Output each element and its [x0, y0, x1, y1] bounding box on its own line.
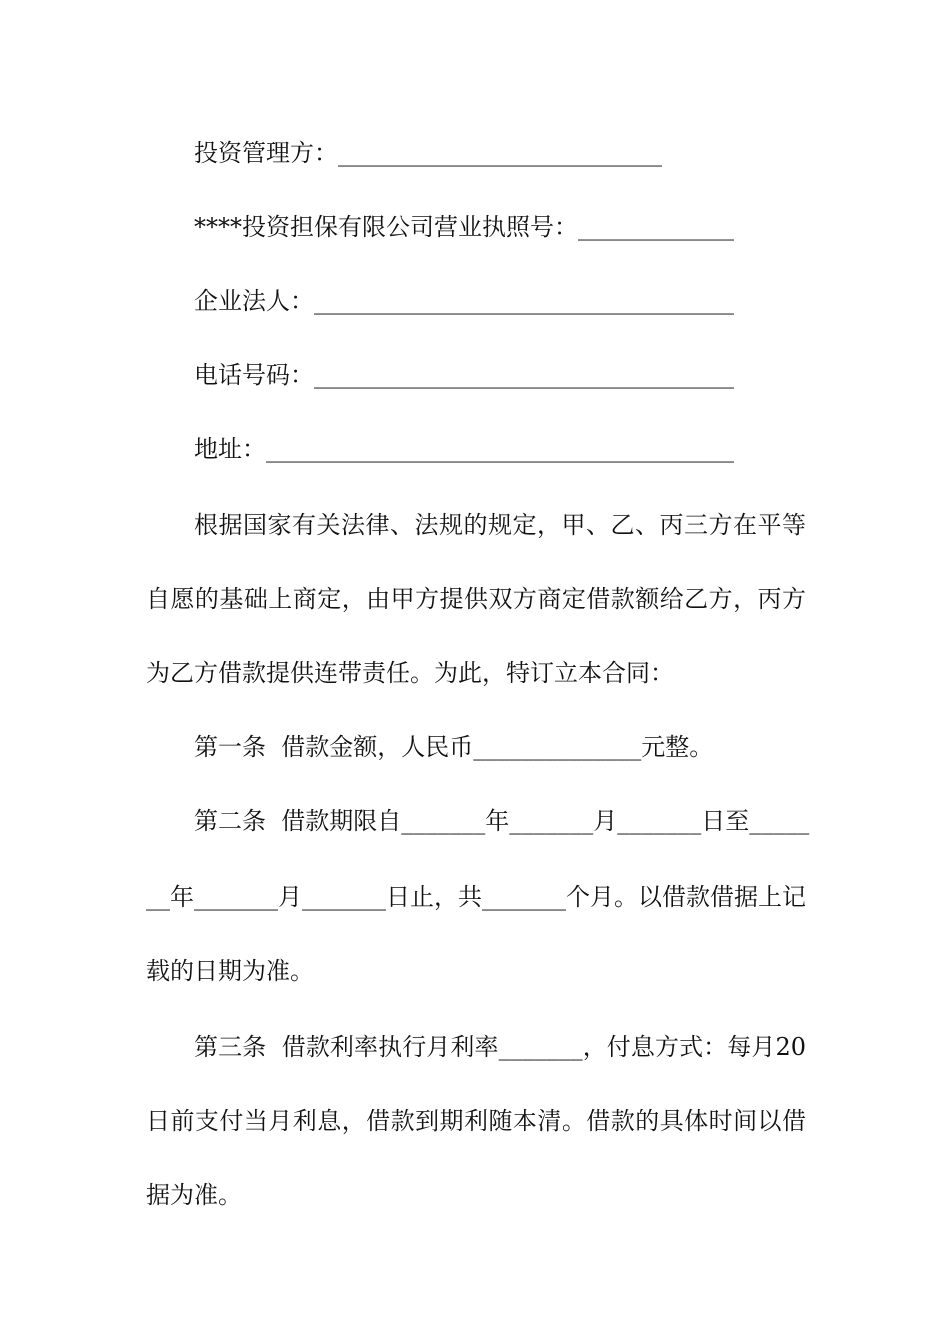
article-2-line: 载的日期为准。	[146, 957, 314, 985]
article-1-line: 第一条 借款金额，人民币______________元整。	[194, 733, 714, 761]
phone-number-field: 电话号码：___________________________________	[194, 361, 734, 389]
preamble-line: 自愿的基础上商定，由甲方提供双方商定借款额给乙方，丙方	[146, 585, 806, 613]
legal-person-field: 企业法人：___________________________________	[194, 287, 734, 315]
article-3-line: 日前支付当月利息，借款到期利随本清。借款的具体时间以借	[146, 1107, 806, 1135]
investment-manager-field: 投资管理方：___________________________	[194, 139, 662, 167]
article-2-line: 第二条 借款期限自_______年_______月_______日至_____	[194, 807, 810, 835]
preamble-line: 根据国家有关法律、法规的规定，甲、乙、丙三方在平等	[194, 511, 806, 539]
address-field: 地址：_______________________________________	[194, 435, 734, 463]
business-license-field: ****投资担保有限公司营业执照号：_____________	[194, 213, 734, 241]
article-3-line: 第三条 借款利率执行月利率_______，付息方式：每月20	[194, 1033, 806, 1061]
article-2-line: __年_______月_______日止，共_______个月。以借款借据上记	[146, 883, 806, 911]
article-3-line: 据为准。	[146, 1181, 242, 1209]
preamble-line: 为乙方借款提供连带责任。为此，特订立本合同：	[146, 659, 674, 687]
